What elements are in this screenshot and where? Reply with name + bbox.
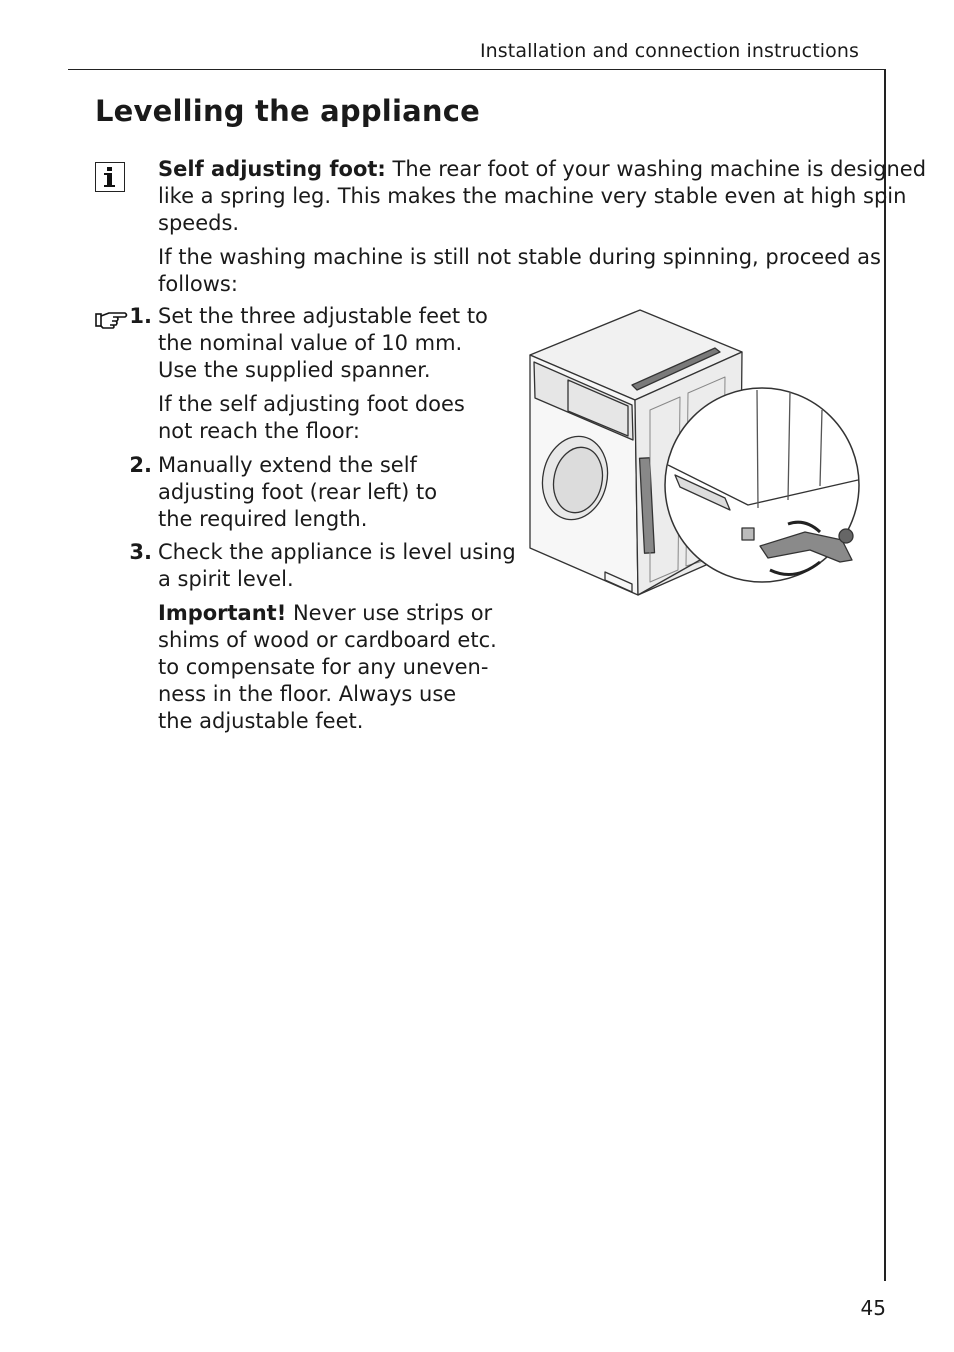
info-icon <box>95 162 125 192</box>
follow-text: If the washing machine is still not stable during spinning, proceed as <box>158 245 881 269</box>
important-text: ness in the floor. Always use <box>158 682 457 706</box>
important-text: shims of wood or cardboard etc. <box>158 628 497 652</box>
step-number: 2. <box>129 453 152 477</box>
step-line: If the self adjusting foot does <box>158 392 465 416</box>
info-paragraph <box>158 156 926 237</box>
step-line: Set the three adjustable feet to <box>158 304 488 328</box>
important-note <box>158 600 497 735</box>
washing-machine-illustration <box>520 300 865 614</box>
step-line: a spirit level. <box>158 567 294 591</box>
pointing-hand-icon <box>95 309 129 335</box>
important-label: Important! <box>158 601 287 625</box>
step-number: 1. <box>129 304 152 328</box>
step-text <box>158 539 516 593</box>
margin-rule <box>884 69 886 1281</box>
step-line: Manually extend the self <box>158 453 417 477</box>
step-line: Use the supplied spanner. <box>158 358 431 382</box>
info-text: like a spring leg. This makes the machine very stable even at high spin <box>158 184 907 208</box>
step-line: Check the appliance is level using <box>158 540 516 564</box>
step-text <box>158 303 488 384</box>
page-number: 45 <box>860 1296 886 1320</box>
info-text: speeds. <box>158 211 240 235</box>
follow-paragraph <box>158 244 881 298</box>
header-rule <box>68 69 886 70</box>
running-header: Installation and connection instructions <box>479 40 859 62</box>
page-title: Levelling the appliance <box>95 94 480 128</box>
step-line: adjusting foot (rear left) to <box>158 480 438 504</box>
follow-text: follows: <box>158 272 238 296</box>
step-condition <box>158 391 465 445</box>
important-text: the adjustable feet. <box>158 709 364 733</box>
important-text: to compensate for any uneven- <box>158 655 489 679</box>
step-line: not reach the floor: <box>158 419 360 443</box>
info-label: Self adjusting foot: <box>158 157 386 181</box>
step-line: the required length. <box>158 507 368 531</box>
step-text <box>158 452 437 533</box>
step-number: 3. <box>129 540 152 564</box>
step-line: the nominal value of 10 mm. <box>158 331 463 355</box>
important-text: Never use strips or <box>286 601 493 625</box>
info-text: The rear foot of your washing machine is designed <box>385 157 927 181</box>
